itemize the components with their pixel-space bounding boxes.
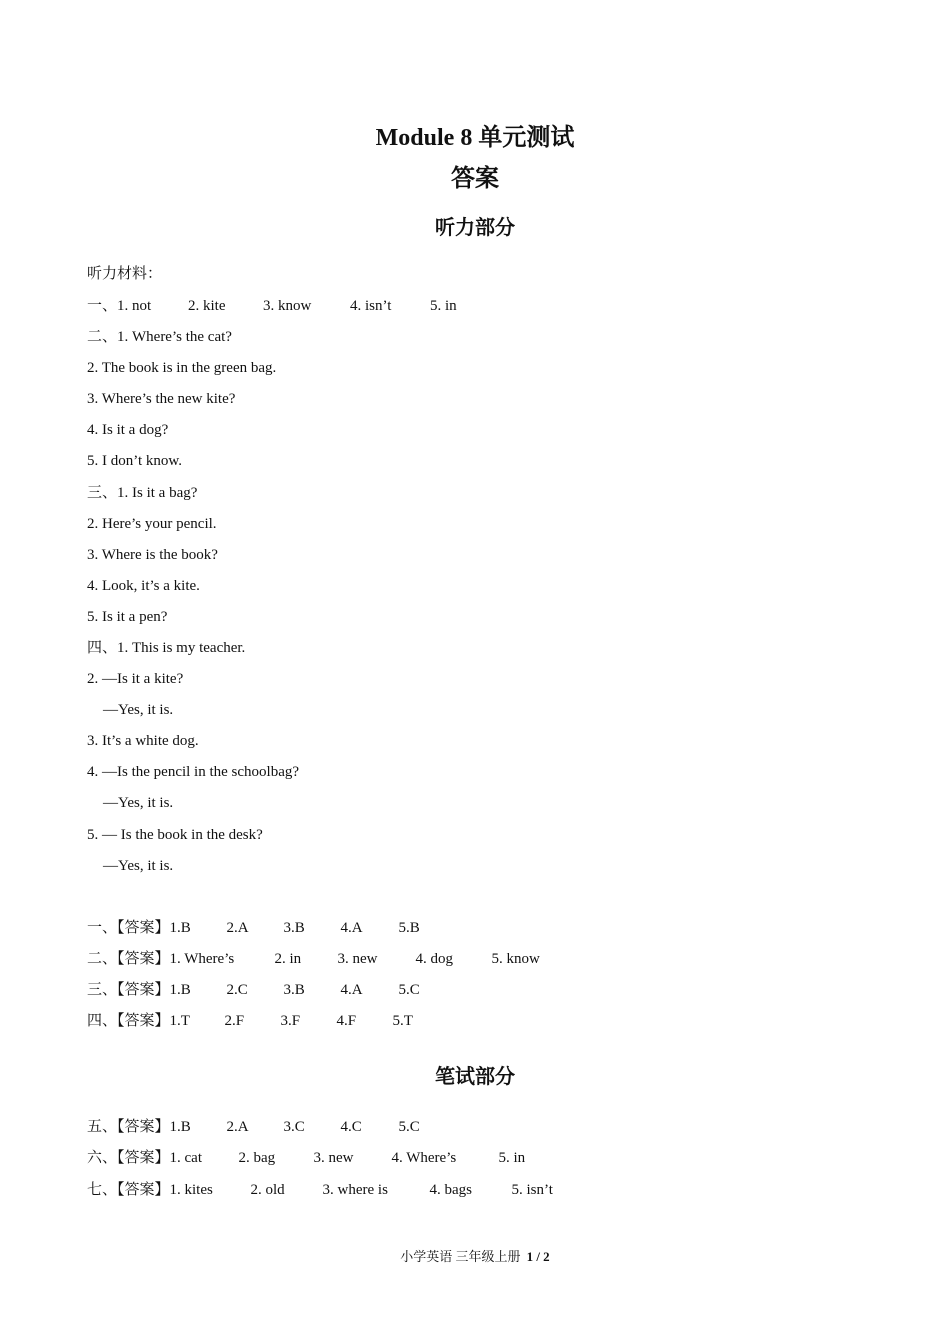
materials-line: 5. — Is the book in the desk? (87, 827, 263, 843)
row-prefix: 二、【答案】 (87, 951, 170, 967)
materials-line: 3. Where’s the new kite? (87, 391, 236, 407)
row-prefix: 七、【答案】 (87, 1182, 170, 1198)
materials-line: 5. I don’t know. (87, 453, 182, 469)
answer-cell: 4.A (340, 920, 363, 936)
answer-cell: 5. know (491, 951, 540, 967)
answer-cell: 2. kite (188, 298, 226, 314)
answer-cell: 2. bag (238, 1150, 276, 1166)
answer-row (87, 1011, 413, 1031)
answer-cell: 5.B (398, 920, 420, 936)
answer-cell: 4. isn’t (350, 298, 392, 314)
listening-heading: 听力部分 (435, 217, 515, 239)
footer-text: 小学英语 三年级上册 (400, 1249, 521, 1264)
answer-cell: 2.F (224, 1013, 245, 1029)
materials-line: 5. Is it a pen? (87, 609, 168, 625)
answer-row (87, 1180, 553, 1200)
materials-line: —Yes, it is. (103, 795, 174, 811)
document-title: Module 8 单元测试 (375, 125, 575, 151)
answer-cell: 3. where is (322, 1182, 388, 1198)
materials-line: —Yes, it is. (103, 702, 174, 718)
materials-line: 2. Here’s your pencil. (87, 516, 217, 532)
answer-cell: 3.B (283, 982, 305, 998)
answer-row (87, 918, 420, 938)
page-number: 1 / 2 (526, 1249, 550, 1264)
answer-cell: 1.T (169, 1013, 190, 1029)
materials-line: 2. The book is in the green bag. (87, 360, 277, 376)
answer-row (87, 980, 420, 1000)
materials-line: 4. Look, it’s a kite. (87, 578, 200, 594)
answer-cell: 3.C (283, 1119, 305, 1135)
answer-cell: 3.F (280, 1013, 301, 1029)
materials-q1-row (87, 296, 457, 316)
answer-cell: 4.A (340, 982, 363, 998)
answer-cell: 2. old (250, 1182, 285, 1198)
answer-cell: 5. in (498, 1150, 526, 1166)
answer-cell: 1.B (169, 1119, 191, 1135)
materials-line: 2. —Is it a kite? (87, 671, 184, 687)
answer-cell: 1. Where’s (169, 951, 235, 967)
materials-label: 听力材料： (87, 266, 163, 282)
answer-cell: 1. cat (169, 1150, 202, 1166)
row-prefix: 三、【答案】 (87, 982, 170, 998)
answer-cell: 2.C (226, 982, 248, 998)
row-prefix: 一、【答案】 (87, 920, 170, 936)
answer-cell: 3.B (283, 920, 305, 936)
answer-row (87, 1148, 525, 1168)
answer-cell: 1. not (117, 298, 152, 314)
answer-cell: 4.C (340, 1119, 362, 1135)
materials-line: 3. It’s a white dog. (87, 733, 199, 749)
answer-cell: 3. new (313, 1150, 354, 1166)
answer-cell: 3. know (263, 298, 312, 314)
answer-cell: 2.A (226, 1119, 249, 1135)
materials-line: —Yes, it is. (103, 858, 174, 874)
answer-cell: 3. new (337, 951, 378, 967)
answer-cell: 2. in (274, 951, 302, 967)
materials-line: 4. —Is the pencil in the schoolbag? (87, 764, 300, 780)
row-prefix: 六、【答案】 (87, 1150, 170, 1166)
materials-line: 四、1. This is my teacher. (87, 640, 246, 656)
materials-line: 3. Where is the book? (87, 547, 218, 563)
row-prefix: 五、【答案】 (87, 1119, 170, 1135)
row-prefix: 四、【答案】 (87, 1013, 170, 1029)
answer-cell: 1.B (169, 920, 191, 936)
answer-cell: 4.F (336, 1013, 357, 1029)
answer-cell: 4. dog (415, 951, 454, 967)
row-prefix: 一、 (87, 298, 118, 314)
page-footer (0, 1246, 950, 1265)
answer-row (87, 1117, 420, 1137)
materials-line: 4. Is it a dog? (87, 422, 169, 438)
answer-cell: 1. kites (169, 1182, 213, 1198)
materials-line: 三、1. Is it a bag? (87, 485, 198, 501)
answer-cell: 5. in (430, 298, 457, 314)
document-subtitle: 答案 (451, 166, 499, 192)
answer-cell: 5.T (392, 1013, 413, 1029)
answer-row (87, 949, 540, 969)
answer-cell: 4. Where’s (391, 1150, 457, 1166)
answer-cell: 1.B (169, 982, 191, 998)
materials-line: 二、1. Where’s the cat? (87, 329, 232, 345)
answer-cell: 5. isn’t (511, 1182, 553, 1198)
written-heading: 笔试部分 (435, 1066, 515, 1088)
answer-cell: 5.C (398, 982, 420, 998)
answer-cell: 5.C (398, 1119, 420, 1135)
answer-cell: 4. bags (429, 1182, 473, 1198)
answer-cell: 2.A (226, 920, 249, 936)
